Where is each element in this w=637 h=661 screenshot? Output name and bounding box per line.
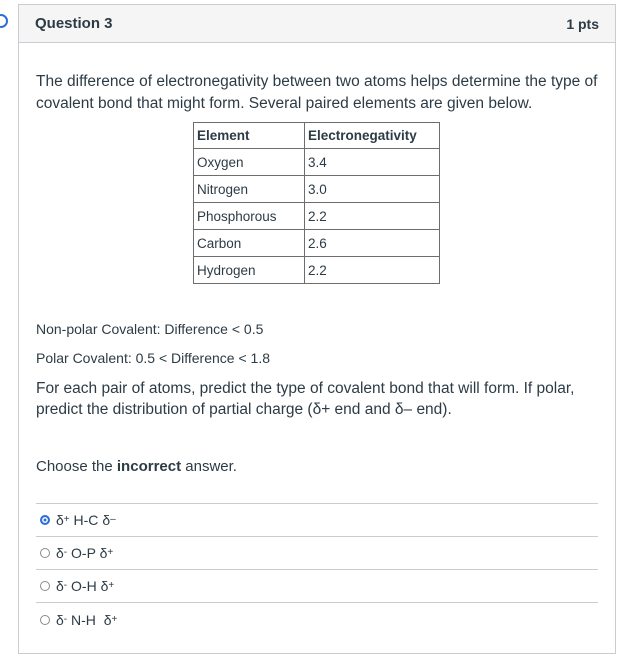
table-cell-element: Hydrogen: [194, 257, 305, 284]
table-header-row: [194, 123, 440, 149]
radio-button[interactable]: [40, 515, 50, 525]
answer-bond: O-P: [67, 545, 100, 561]
answer-bond: O-H: [67, 578, 101, 594]
nonpolar-rule: Non-polar Covalent: Difference < 0.5: [36, 321, 264, 337]
nav-marker-icon: [0, 14, 8, 28]
table-cell-element: Nitrogen: [194, 176, 305, 203]
table-cell-element: Phosphorous: [194, 203, 305, 230]
instruction-text: For each pair of atoms, predict the type of covalent bond that will form. If polar, predict the distribution of partial charge (δ+ end and δ– end).: [36, 380, 575, 418]
choose-prefix: Choose the: [36, 458, 117, 475]
table-header-electronegativity: Electronegativity: [305, 123, 440, 149]
answer-option[interactable]: δ - O-H δ +: [36, 570, 598, 603]
radio-button[interactable]: [40, 615, 50, 625]
table-cell-element: Carbon: [194, 230, 305, 257]
question-prompt: The difference of electronegativity between two atoms helps determine the type of covalent bond that might form. Several paired elements are given below.: [36, 73, 598, 112]
question-card: [18, 4, 616, 654]
answer-delta-start: δ: [56, 545, 64, 561]
question-header: [19, 5, 615, 43]
answer-delta-start: δ: [56, 578, 64, 594]
answer-delta-end: δ: [100, 578, 109, 594]
answer-option[interactable]: δ - O-P δ +: [36, 537, 598, 570]
choose-emphasis: incorrect: [116, 458, 182, 475]
answer-option[interactable]: δ + H-C δ –: [36, 504, 598, 537]
choose-suffix: answer.: [181, 458, 237, 475]
table-row: [194, 149, 440, 176]
table-cell-value: 2.2: [305, 203, 440, 230]
electronegativity-table: [193, 122, 440, 284]
answer-bond: H-C: [69, 512, 103, 528]
polar-rule: Polar Covalent: 0.5 < Difference < 1.8: [36, 350, 270, 366]
table-header-element: Element: [194, 123, 305, 149]
answer-delta-end: δ: [99, 545, 108, 561]
table-row: [194, 203, 440, 230]
table-row: [194, 257, 440, 284]
table-cell-element: Oxygen: [194, 149, 305, 176]
radio-button[interactable]: [40, 581, 50, 591]
answer-option[interactable]: δ - N-H δ +: [36, 603, 598, 636]
answer-delta-end: δ: [102, 512, 111, 528]
radio-button[interactable]: [40, 548, 50, 558]
table-cell-value: 3.0: [305, 176, 440, 203]
answer-delta-start: δ: [56, 611, 64, 628]
table-cell-value: 2.2: [305, 257, 440, 284]
answer-list: [36, 503, 598, 636]
answer-delta-start: δ: [56, 512, 64, 528]
answer-bond: N-H: [67, 611, 104, 628]
answer-delta-end: δ: [103, 611, 112, 628]
table-row: [194, 230, 440, 257]
choose-instruction: [36, 458, 237, 475]
question-points: 1 pts: [566, 15, 599, 32]
table-cell-value: 2.6: [305, 230, 440, 257]
question-title: Question 3: [35, 15, 113, 32]
table-cell-value: 3.4: [305, 149, 440, 176]
table-row: [194, 176, 440, 203]
